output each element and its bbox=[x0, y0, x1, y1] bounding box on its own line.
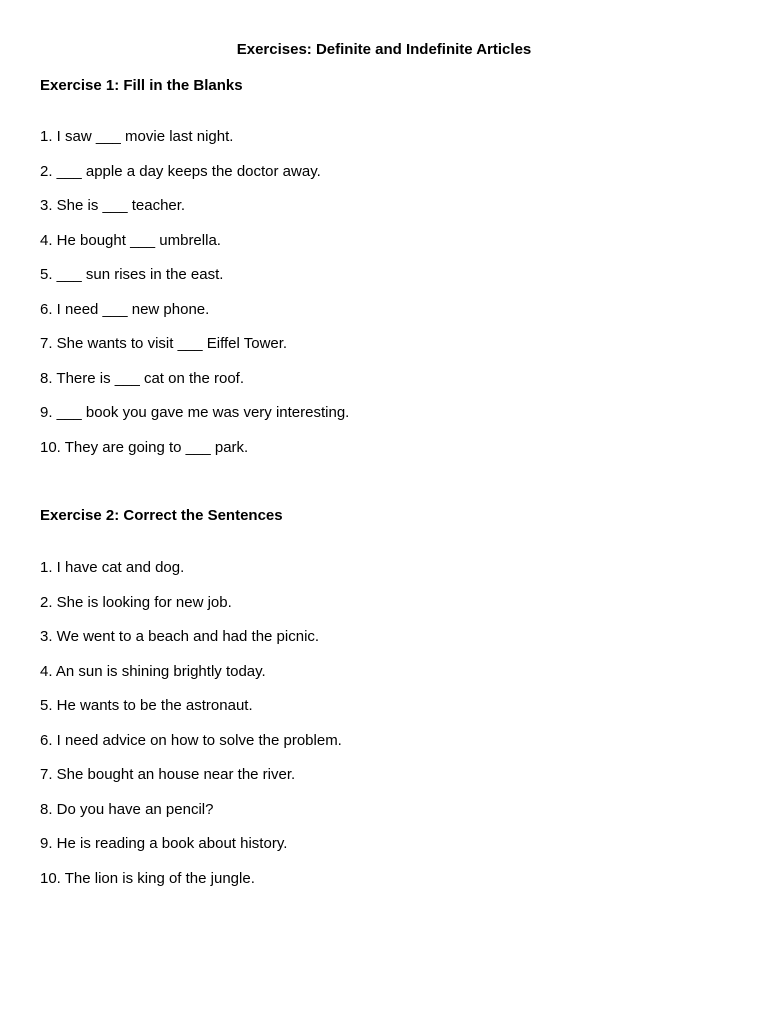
document-title: Exercises: Definite and Indefinite Articles bbox=[236, 41, 532, 58]
exercise-1-list bbox=[40, 127, 349, 472]
exercise-2-item: 1. I have cat and dog. bbox=[40, 559, 185, 576]
exercise-2-item: 6. I need advice on how to solve the problem. bbox=[40, 731, 342, 749]
exercise-1-item: 10. They are going to ___ park. bbox=[40, 438, 249, 456]
exercise-1-item: 4. He bought ___ umbrella. bbox=[40, 231, 221, 249]
exercise-2-item: 8. Do you have an pencil? bbox=[40, 800, 214, 818]
exercise-2-item: 7. She bought an house near the river. bbox=[40, 766, 296, 783]
exercise-1-item: 2. ___ apple a day keeps the doctor away. bbox=[40, 162, 321, 180]
exercise-2-item: 4. An sun is shining brightly today. bbox=[40, 662, 266, 680]
exercise-1-item: 5. ___ sun rises in the east. bbox=[40, 266, 224, 283]
exercise-2-item: 2. She is looking for new job. bbox=[40, 593, 232, 611]
exercise-2-item: 5. He wants to be the astronaut. bbox=[40, 697, 253, 714]
exercise-2-item: 10. The lion is king of the jungle. bbox=[40, 869, 255, 887]
exercise-1-item: 3. She is ___ teacher. bbox=[40, 197, 186, 214]
exercise-2-heading: Exercise 2: Correct the Sentences bbox=[40, 507, 283, 524]
exercise-1-heading: Exercise 1: Fill in the Blanks bbox=[40, 77, 243, 94]
exercise-1-item: 6. I need ___ new phone. bbox=[40, 300, 210, 318]
exercise-1-item: 8. There is ___ cat on the roof. bbox=[40, 369, 245, 387]
exercise-1-item: 9. ___ book you gave me was very interesting. bbox=[40, 404, 350, 421]
exercise-2-item: 9. He is reading a book about history. bbox=[40, 835, 288, 852]
exercise-2-item: 3. We went to a beach and had the picnic. bbox=[40, 628, 320, 645]
exercise-1-item: 7. She wants to visit ___ Eiffel Tower. bbox=[40, 335, 288, 352]
exercise-1-item: 1. I saw ___ movie last night. bbox=[40, 128, 234, 145]
exercise-2-list bbox=[40, 558, 342, 903]
